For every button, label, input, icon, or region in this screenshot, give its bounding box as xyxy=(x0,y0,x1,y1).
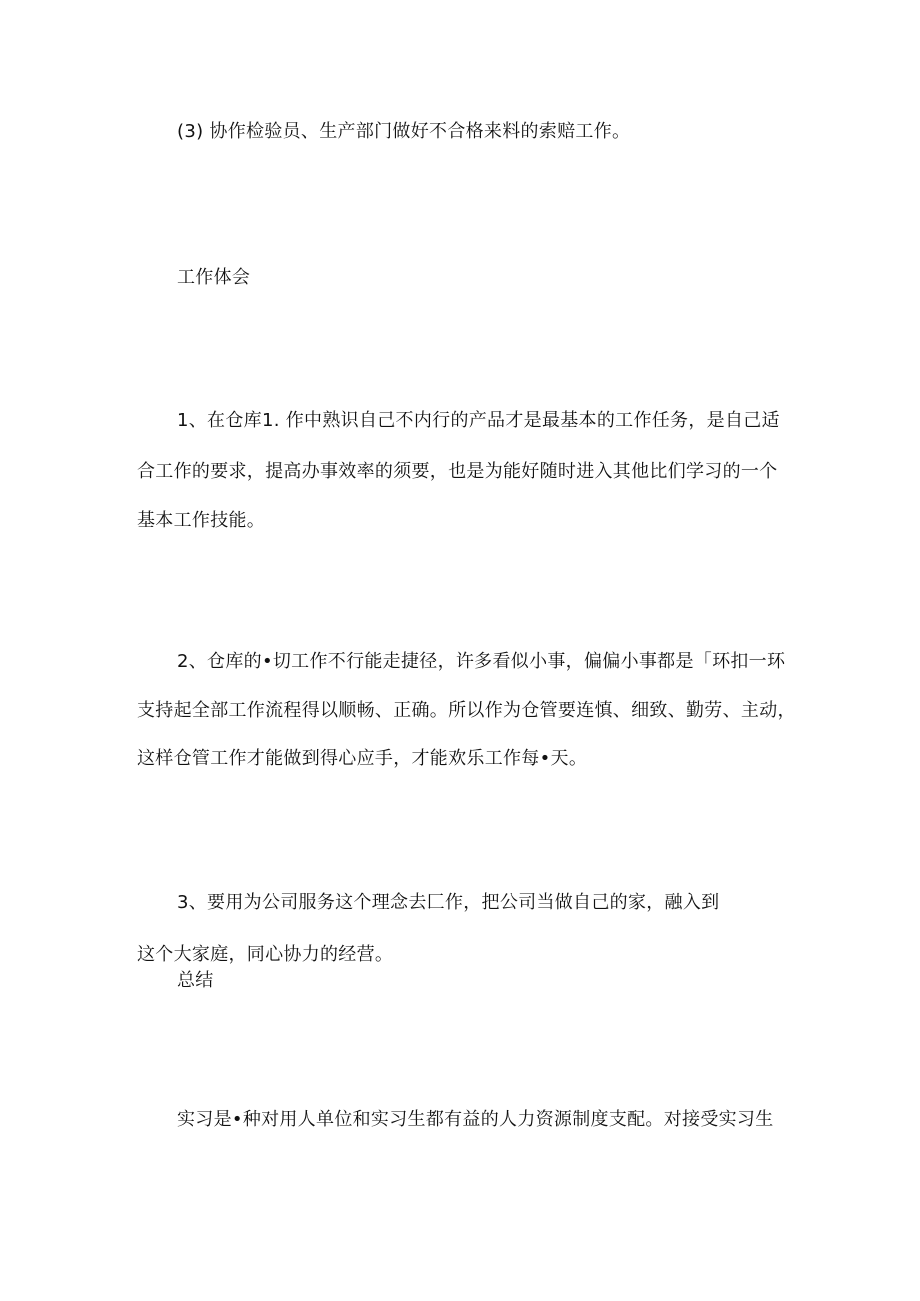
point-2-line-2: 支持起全部工作流程得以顺畅、正确。所以作为仓管要连慎、细致、勤劳、主动， xyxy=(137,700,796,721)
point-2-line-3: 这样仓管工作才能做到得心应手，才能欢乐工作每•天。 xyxy=(137,748,588,769)
point-3-line-2: 这个大家庭，同心协力的经营。 xyxy=(137,944,394,965)
point-3-line-1: 3、要用为公司服务这个理念去匚作，把公司当做自己的家，融入到 xyxy=(177,892,720,913)
section-heading-summary: 总结 xyxy=(177,970,214,991)
summary-line-1: 实习是•种对用人单位和实习生都有益的人力资源制度支配。对接受实习生 xyxy=(177,1109,774,1130)
section-heading-experience: 工作体会 xyxy=(177,267,251,288)
point-2-line-1: 2、仓库的•切工作不行能走捷径，许多看似小事，偏偏小事都是「环扣一环 xyxy=(177,651,786,672)
point-1-line-3: 基本工作技能。 xyxy=(137,510,266,531)
point-1-line-2: 合工作的要求，提高办事效率的须要，也是为能好随时进入其他比们学习的一个 xyxy=(137,461,778,482)
item-3-text: (3) 协作检验员、生产部门做好不合格来料的索赔工作。 xyxy=(177,121,631,142)
point-1-line-1: 1、在仓库1. 作中熟识自己不内行的产品才是最基本的工作任务，是自己适 xyxy=(177,410,780,431)
